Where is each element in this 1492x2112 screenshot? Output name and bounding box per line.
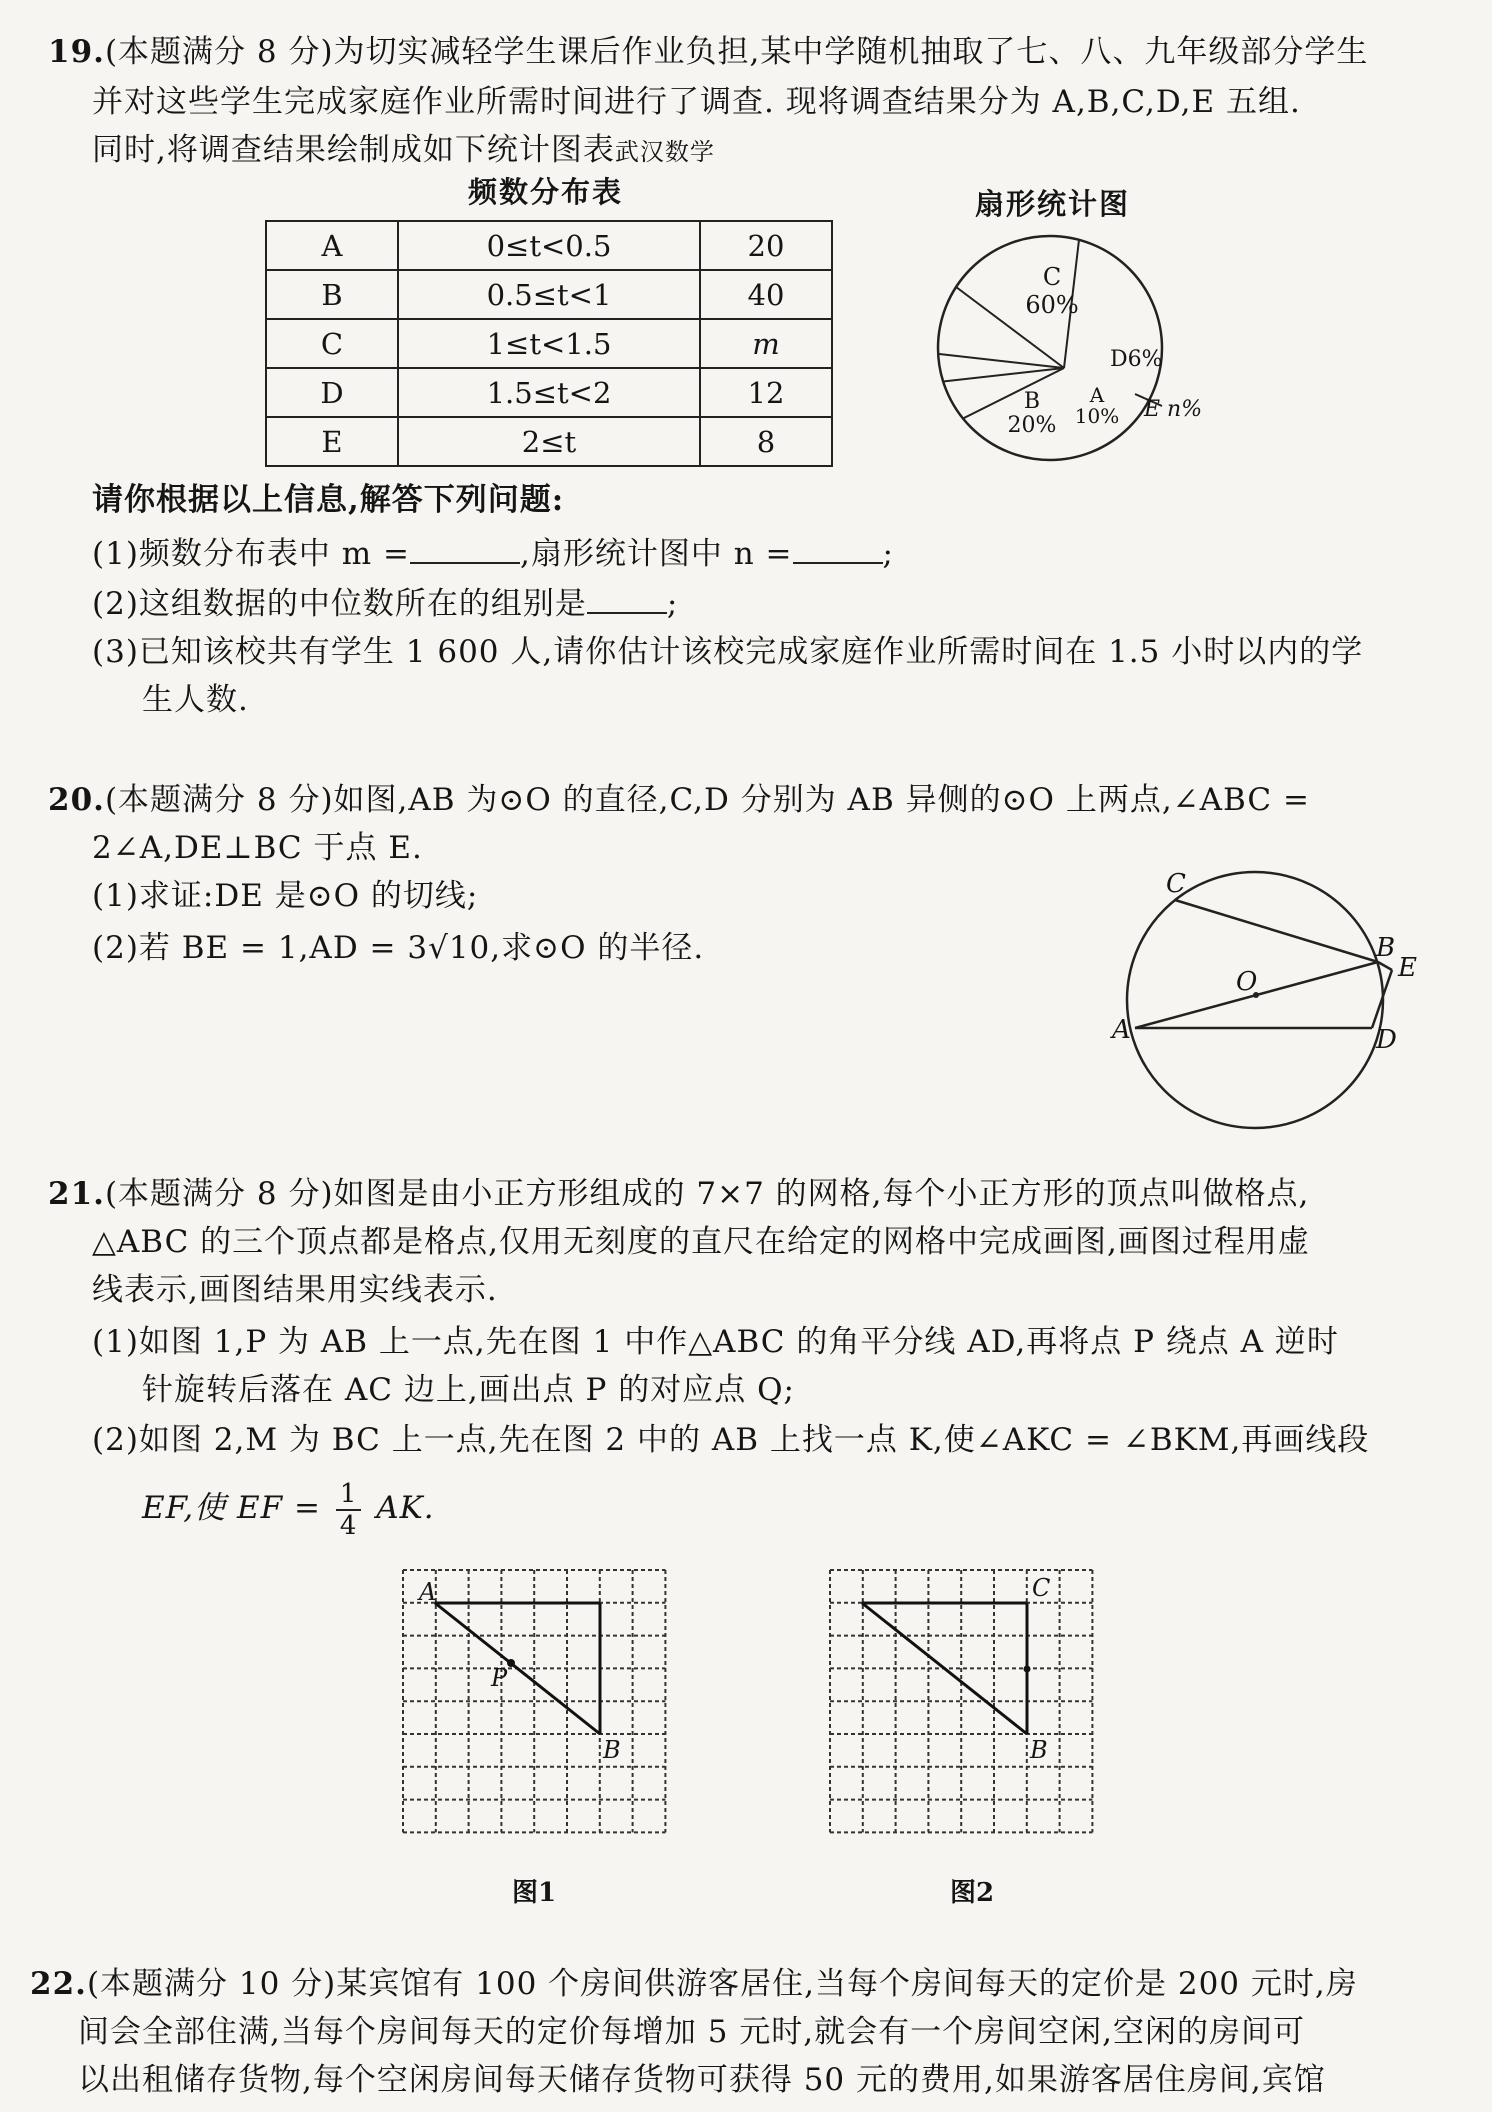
range-cell: 0≤t<0.5 xyxy=(398,221,700,270)
q19-sub2-a: (2)这组数据的中位数所在的组别是 xyxy=(92,586,587,622)
q19-intro: 请你根据以上信息,解答下列问题: xyxy=(92,482,565,518)
circle-figure xyxy=(1110,860,1430,1160)
range-cell: 2≤t xyxy=(398,417,700,466)
answer-blank-n[interactable] xyxy=(793,528,883,564)
q22-text-1: (本题满分 10 分)某宾馆有 100 个房间供游客居住,当每个房间每天的定价是 200 元时,房 xyxy=(86,1966,1358,2002)
q19-sub2 xyxy=(92,578,678,628)
fig2-caption: 图2 xyxy=(950,1878,995,1908)
q19-text-1: (本题满分 8 分)为切实减轻学生课后作业负担,某中学随机抽取了七、八、九年级部分学生 xyxy=(104,34,1369,70)
count-cell: 8 xyxy=(700,417,832,466)
table-title: 频数分布表 xyxy=(468,175,624,209)
q19-sub1-a: (1)频数分布表中 m = xyxy=(92,536,410,572)
q19-sub3-line1: (3)已知该校共有学生 1 600 人,请你估计该校完成家庭作业所需时间在 1.5 小时以内的学 xyxy=(92,634,1364,670)
q22-line1 xyxy=(30,1960,1358,2008)
table-row xyxy=(266,368,832,417)
grid-figure-1 xyxy=(395,1560,695,1880)
pie-slice-e-boundary xyxy=(943,368,1064,382)
q19-line3 xyxy=(92,126,715,176)
range-cell: 1.5≤t<2 xyxy=(398,368,700,417)
q21-sub2-text-b: AK. xyxy=(376,1490,435,1526)
q20-line1 xyxy=(48,776,1310,824)
fig2-point-m xyxy=(1024,1666,1031,1673)
count-cell: m xyxy=(700,319,832,368)
pie-label-d: D6% xyxy=(1110,347,1163,372)
fraction-numerator: 1 xyxy=(336,1479,362,1511)
table-row xyxy=(266,417,832,466)
pie-label-a-name: A xyxy=(1089,383,1105,407)
count-cell: 40 xyxy=(700,270,832,319)
q21-line3: 线表示,画图结果用实线表示. xyxy=(92,1272,498,1308)
fig1-label-a: A xyxy=(419,1578,437,1606)
fig2-label-b: B xyxy=(1030,1736,1048,1764)
table-row xyxy=(266,221,832,270)
pie-label-c-pct: 60% xyxy=(1025,291,1079,319)
q19-sub1-b: ,扇形统计图中 n = xyxy=(520,536,793,572)
q21-line2: △ABC 的三个顶点都是格点,仅用无刻度的直尺在给定的网格中完成画图,画图过程用虚 xyxy=(92,1224,1310,1260)
q19-sub1-c: ; xyxy=(882,536,894,572)
fig2-label-c: C xyxy=(1032,1574,1051,1602)
range-cell: 1≤t<1.5 xyxy=(398,319,700,368)
q21-line1 xyxy=(48,1170,1309,1218)
group-cell: C xyxy=(266,319,398,368)
fraction-denominator: 4 xyxy=(339,1510,358,1541)
label-c: C xyxy=(1166,869,1186,899)
q22-line2: 间会全部住满,当每个房间每天的定价每增加 5 元时,就会有一个房间空闲,空闲的房间可 xyxy=(78,2014,1305,2050)
fig1-caption: 图1 xyxy=(512,1878,557,1908)
count-cell: 20 xyxy=(700,221,832,270)
q20-text-1: (本题满分 8 分)如图,AB 为⊙O 的直径,C,D 分别为 AB 异侧的⊙O 上两点,∠ABC = xyxy=(104,782,1310,818)
pie-title: 扇形统计图 xyxy=(975,187,1131,221)
count-cell: 12 xyxy=(700,368,832,417)
label-e: E xyxy=(1398,953,1417,983)
group-cell: D xyxy=(266,368,398,417)
table-row xyxy=(266,270,832,319)
watermark: 武汉数学 xyxy=(614,138,715,166)
fig1-point-p xyxy=(507,1659,515,1667)
group-cell: A xyxy=(266,221,398,270)
q22-number: 22. xyxy=(30,1966,87,2002)
pie-slice-d-boundary xyxy=(963,368,1064,419)
range-cell: 0.5≤t<1 xyxy=(398,270,700,319)
pie-label-a-pct: 10% xyxy=(1074,404,1120,428)
q20-sub2: (2)若 BE = 1,AD = 3√10,求⊙O 的半径. xyxy=(92,930,705,966)
pie-label-b-name: B xyxy=(1023,389,1041,414)
q19-line2: 并对这些学生完成家庭作业所需时间进行了调查. 现将调查结果分为 A,B,C,D,E 五组. xyxy=(92,84,1301,120)
q19-number: 19. xyxy=(48,34,105,70)
table-row xyxy=(266,319,832,368)
q19-line1 xyxy=(48,28,1368,76)
pie-label-c-name: C xyxy=(1042,263,1062,291)
answer-blank-m[interactable] xyxy=(410,528,520,564)
fig1-label-b: B xyxy=(603,1736,621,1764)
q19-sub3-line2: 生人数. xyxy=(142,682,249,718)
q21-sub1-line1: (1)如图 1,P 为 AB 上一点,先在图 1 中作△ABC 的角平分线 AD,再将点 P 绕点 A 逆时 xyxy=(92,1324,1339,1360)
pie-chart xyxy=(930,230,1250,470)
grid-figure-2 xyxy=(822,1560,1122,1880)
pie-label-b-pct: 20% xyxy=(1007,413,1057,438)
label-b: B xyxy=(1376,933,1396,963)
label-o: O xyxy=(1236,967,1258,997)
fig1-label-p: P xyxy=(491,1664,508,1692)
q21-sub2-line1: (2)如图 2,M 为 BC 上一点,先在图 2 中的 AB 上找一点 K,使∠AKC = ∠BKM,再画线段 xyxy=(92,1422,1370,1458)
group-cell: E xyxy=(266,417,398,466)
q21-sub1-line2: 针旋转后落在 AC 边上,画出点 P 的对应点 Q; xyxy=(142,1372,795,1408)
q20-line2: 2∠A,DE⊥BC 于点 E. xyxy=(92,830,423,866)
segment-cb xyxy=(1175,900,1378,962)
answer-blank-median-group[interactable] xyxy=(587,578,667,614)
label-d: D xyxy=(1376,1025,1397,1055)
q21-text-1: (本题满分 8 分)如图是由小正方形组成的 7×7 的网格,每个小正方形的顶点叫做格点, xyxy=(104,1176,1310,1212)
pie-slice-a-boundary xyxy=(938,354,1064,368)
q22-line3: 以出租储存货物,每个空闲房间每天储存货物可获得 50 元的费用,如果游客居住房间,宾馆 xyxy=(78,2062,1326,2098)
q19-sub2-b: ; xyxy=(666,586,679,622)
fraction-one-quarter xyxy=(336,1479,362,1541)
q20-number: 20. xyxy=(48,782,105,818)
circle-o xyxy=(1127,872,1383,1128)
q19-sub1 xyxy=(92,528,894,578)
frequency-table xyxy=(265,220,833,467)
q21-number: 21. xyxy=(48,1176,105,1212)
q21-sub2-line2 xyxy=(142,1478,435,1558)
pie-label-e: E n% xyxy=(1144,397,1203,422)
q19-text-3: 同时,将调查结果绘制成如下统计图表 xyxy=(92,132,615,168)
group-cell: B xyxy=(266,270,398,319)
q20-sub1: (1)求证:DE 是⊙O 的切线; xyxy=(92,878,479,914)
q21-sub2-text-a: EF,使 EF = xyxy=(142,1490,321,1526)
label-a: A xyxy=(1112,1015,1131,1045)
